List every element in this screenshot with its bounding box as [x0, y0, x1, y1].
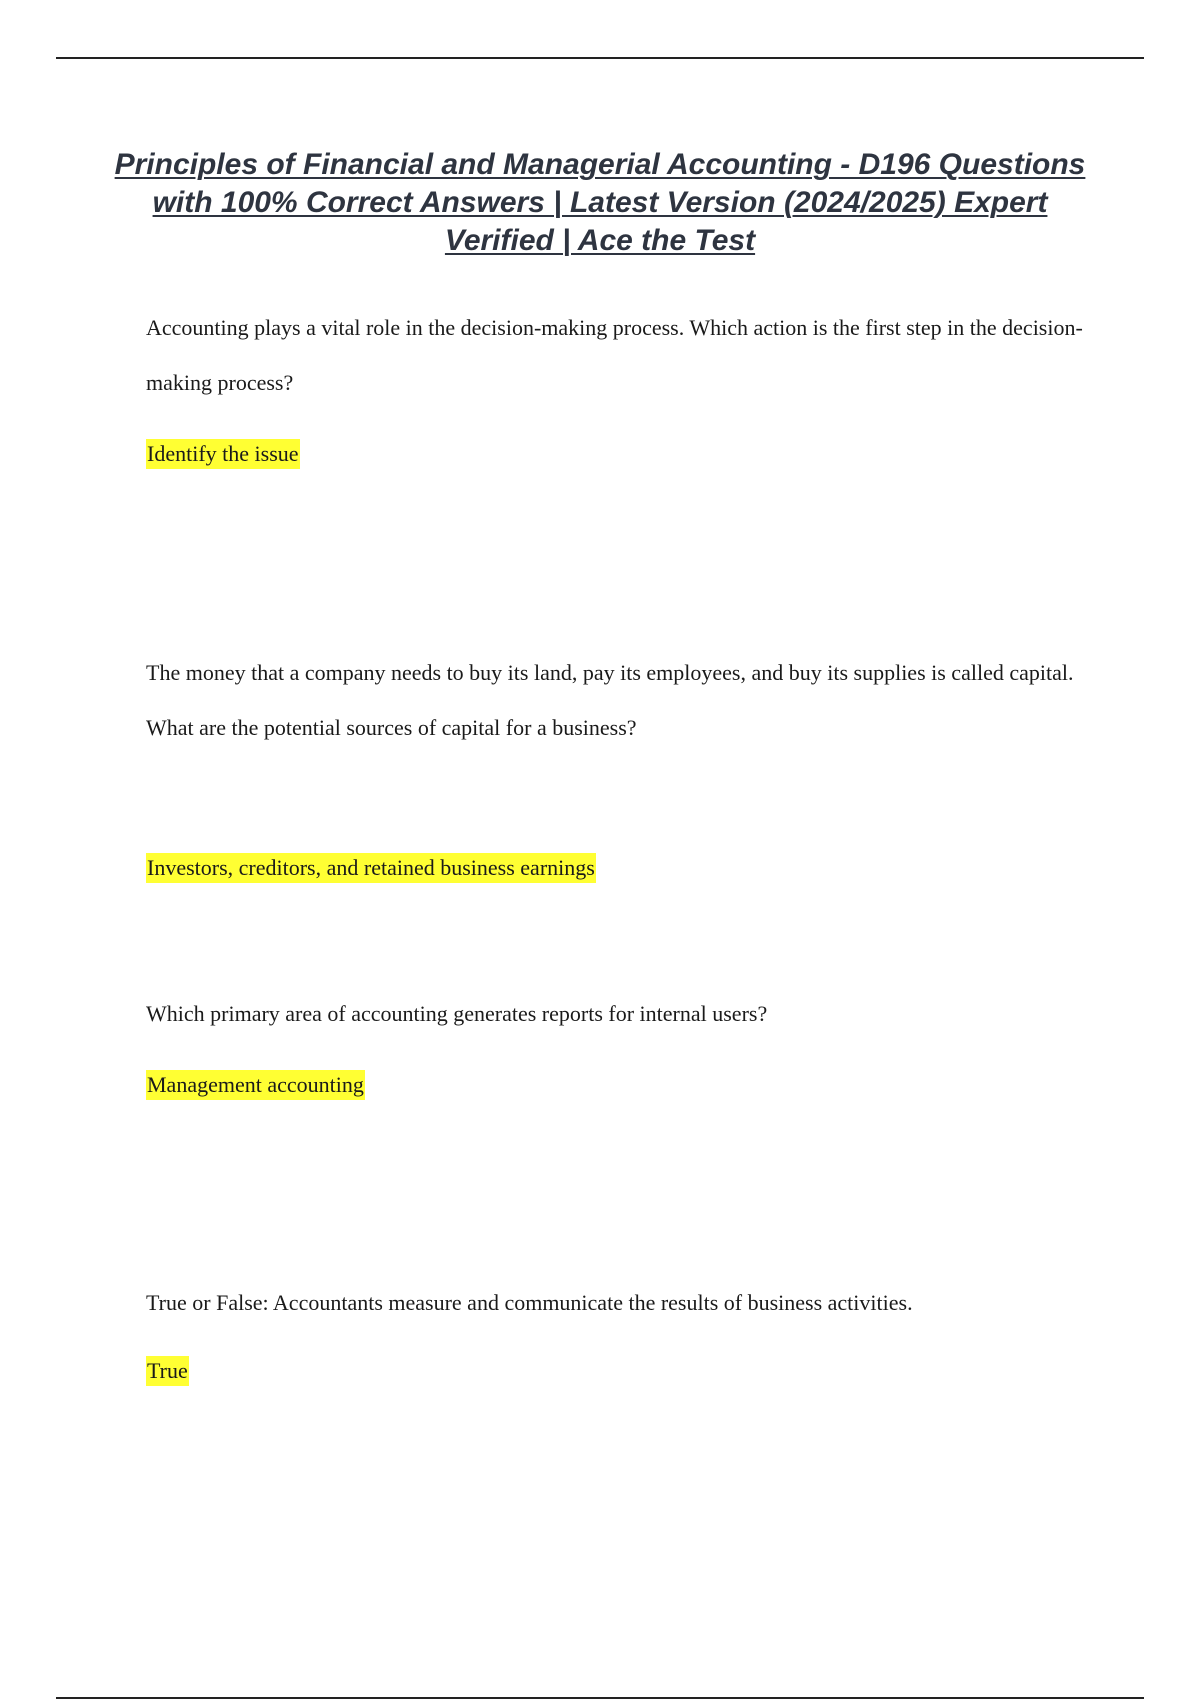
- question-2: The money that a company needs to buy its land, pay its employees, and buy its supplies is called capital. What are the potential sources of capital for a business?: [146, 660, 1074, 740]
- question-3: Which primary area of accounting generates reports for internal users?: [146, 1001, 768, 1026]
- answer-3: Management accounting: [146, 1070, 365, 1100]
- document-title: Principles of Financial and Managerial Accounting - D196 Questions with 100% Correct Answers | Latest Version (2024/2025) Expert Verified | Ace the Test: [114, 148, 1086, 257]
- bottom-rule: [56, 1697, 1144, 1699]
- question-4: True or False: Accountants measure and communicate the results of business activities.: [146, 1290, 913, 1315]
- top-rule: [56, 57, 1144, 59]
- answer-1: Identify the issue: [146, 439, 300, 469]
- question-1: Accounting plays a vital role in the decision-making process. Which action is the first step in the decision-making process?: [146, 315, 1083, 395]
- answer-2: Investors, creditors, and retained business earnings: [146, 853, 596, 883]
- answer-4: True: [146, 1356, 189, 1386]
